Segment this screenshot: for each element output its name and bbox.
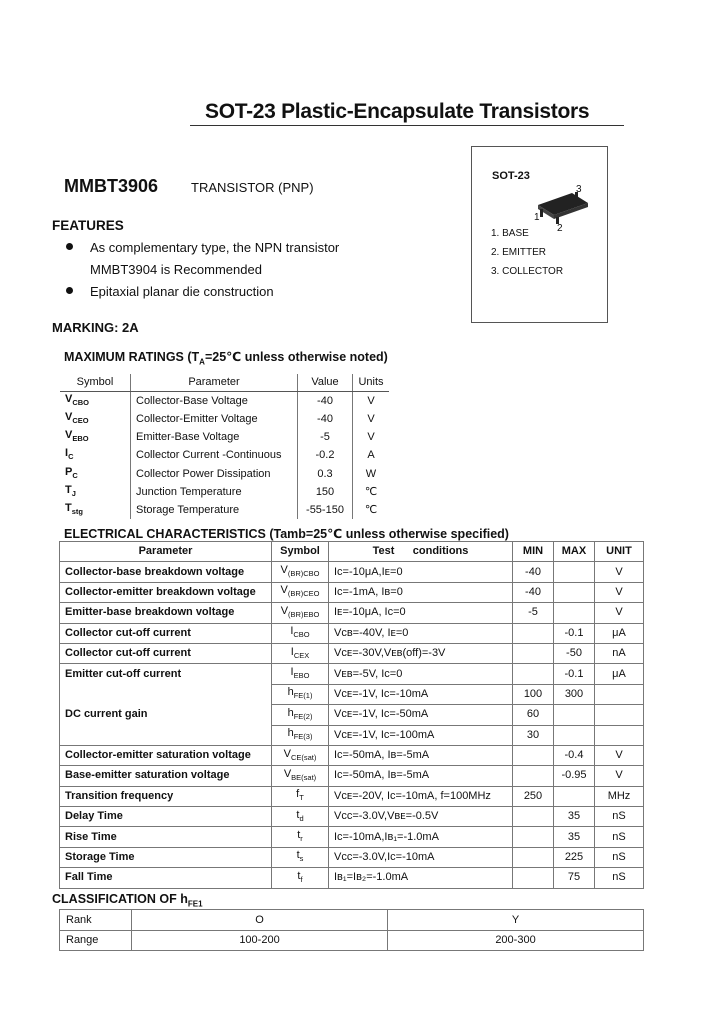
symbol-subscript: T: [299, 793, 304, 803]
symbol-cell: [272, 745, 329, 765]
unit-cell: W: [365, 467, 377, 480]
symbol-subscript: C: [72, 470, 78, 480]
bullet-icon: [66, 287, 73, 294]
parameter-cell: [60, 725, 272, 745]
pin-number-2: 2: [557, 223, 563, 234]
bullet-icon: [66, 243, 73, 250]
symbol-cell: [272, 623, 329, 643]
unit-cell: nS: [595, 847, 644, 867]
title-underline: [190, 125, 624, 126]
table-row: [60, 446, 389, 464]
table-row: [60, 562, 644, 582]
column-header: Parameter: [131, 374, 298, 391]
sot23-package-icon: [528, 183, 598, 231]
conditions-cell: Iᴄ=-50mA, Iʙ=-5mA: [329, 745, 513, 765]
symbol-subscript: CE(sat): [290, 752, 317, 762]
value-cell: -40: [298, 391, 353, 410]
symbol-cell: [272, 827, 329, 847]
table-row: [60, 664, 644, 684]
min-cell: -40: [513, 582, 554, 602]
symbol-cell: [272, 705, 329, 725]
max-cell: [554, 786, 595, 806]
symbol-subscript: f: [300, 875, 303, 885]
table-row: [60, 684, 644, 704]
symbol-subscript: EBO: [293, 671, 310, 681]
value-cell: 150: [298, 483, 353, 501]
max-cell: [554, 725, 595, 745]
min-cell: 60: [513, 705, 554, 725]
unit-cell: nA: [595, 643, 644, 663]
electrical-table: [59, 541, 644, 889]
unit-cell: nS: [595, 827, 644, 847]
value-cell: -40: [298, 410, 353, 428]
symbol-subscript: (BR)EBO: [288, 609, 320, 619]
conditions-cell: Vᴇʙ=-5V, Iᴄ=0: [329, 664, 513, 684]
symbol-cell: [272, 603, 329, 623]
electrical-heading: ELECTRICAL CHARACTERISTICS (Tamb=25℃ unless otherwise specified): [64, 527, 509, 541]
table-row: [60, 643, 644, 663]
feature-1-line2: MMBT3904 is Recommended: [90, 262, 262, 277]
parameter-cell: Collector-Base Voltage: [131, 391, 298, 410]
symbol-letter: h: [287, 706, 294, 719]
symbol-letter: t: [297, 829, 301, 842]
rank-cell: Y: [388, 910, 644, 931]
max-cell: -0.1: [554, 623, 595, 643]
symbol-cell: [272, 786, 329, 806]
parameter-cell: Storage Temperature: [131, 501, 298, 519]
min-cell: 250: [513, 786, 554, 806]
symbol-letter: I: [290, 665, 294, 678]
symbol-cell: [272, 766, 329, 786]
parameter-cell: Collector-Emitter Voltage: [131, 410, 298, 428]
pin-label-collector: 3. COLLECTOR: [491, 266, 564, 277]
parameter-cell: DC current gain: [60, 705, 272, 725]
part-type: TRANSISTOR (PNP): [191, 180, 314, 195]
table-row: [60, 868, 644, 888]
feature-1-line1: As complementary type, the NPN transistor: [90, 240, 340, 255]
symbol-cell: [60, 391, 131, 410]
table-row: [60, 582, 644, 602]
unit-cell: V: [595, 603, 644, 623]
pin-label-emitter: 2. EMITTER: [491, 247, 547, 258]
min-cell: -5: [513, 603, 554, 623]
table-row: [60, 623, 644, 643]
max-ratings-table: [60, 374, 389, 519]
table-row: [60, 930, 644, 951]
symbol-letter: V: [65, 429, 73, 442]
document-title: SOT-23 Plastic-Encapsulate Transistors: [205, 100, 590, 123]
parameter-cell: Collector-base breakdown voltage: [60, 562, 272, 582]
pin-label-base: 1. BASE: [491, 228, 529, 239]
parameter-cell: Junction Temperature: [131, 483, 298, 501]
parameter-cell: Emitter cut-off current: [60, 664, 272, 684]
feature-2-line1: Epitaxial planar die construction: [90, 284, 274, 299]
max-cell: -0.1: [554, 664, 595, 684]
unit-cell: [595, 725, 644, 745]
marking-code: MARKING: 2A: [52, 320, 139, 335]
symbol-letter: V: [283, 747, 291, 760]
features-heading: FEATURES: [52, 218, 124, 233]
min-cell: [513, 827, 554, 847]
symbol-subscript: s: [299, 854, 304, 864]
symbol-letter: I: [290, 645, 294, 658]
unit-cell: MHz: [595, 786, 644, 806]
unit-cell: A: [367, 449, 375, 462]
conditions-cell: Iᴄ=-10μA,Iᴇ=0: [329, 562, 513, 582]
max-cell: 35: [554, 807, 595, 827]
column-header: Symbol: [60, 374, 131, 391]
max-cell: [554, 705, 595, 725]
symbol-cell: [272, 562, 329, 582]
symbol-subscript: d: [299, 813, 304, 823]
symbol-letter: I: [290, 625, 294, 638]
max-cell: 75: [554, 868, 595, 888]
table-row: [60, 766, 644, 786]
table-row: [60, 410, 389, 428]
symbol-subscript: stg: [71, 507, 83, 517]
range-cell: 100-200: [132, 930, 388, 951]
table-row: [60, 391, 389, 410]
min-cell: [513, 807, 554, 827]
symbol-cell: [272, 847, 329, 867]
symbol-subscript: CBO: [293, 630, 310, 640]
unit-cell: nS: [595, 868, 644, 888]
unit-cell: V: [595, 745, 644, 765]
max-cell: [554, 582, 595, 602]
symbol-subscript: FE(2): [293, 711, 313, 721]
column-header: Symbol: [272, 542, 329, 562]
symbol-letter: V: [283, 767, 292, 780]
symbol-letter: P: [65, 465, 73, 478]
table-row: [60, 786, 644, 806]
symbol-letter: V: [280, 563, 288, 576]
conditions-cell: Vᴄᴇ=-30V,Vᴇʙ(off)=-3V: [329, 643, 513, 663]
range-cell: 200-300: [388, 930, 644, 951]
symbol-cell: [272, 868, 329, 888]
symbol-subscript: CEX: [293, 650, 310, 660]
symbol-subscript: J: [71, 488, 76, 498]
min-cell: [513, 664, 554, 684]
symbol-subscript: FE(1): [293, 691, 313, 701]
unit-cell: [595, 705, 644, 725]
parameter-cell: Collector Power Dissipation: [131, 465, 298, 483]
table-header-row: [60, 542, 644, 562]
symbol-cell: [60, 501, 131, 519]
column-header: Parameter: [60, 542, 272, 562]
value-cell: -0.2: [298, 446, 353, 464]
max-cell: -0.95: [554, 766, 595, 786]
parameter-cell: Base-emitter saturation voltage: [60, 766, 272, 786]
symbol-cell: [60, 410, 131, 428]
unit-cell: ℃: [364, 485, 378, 498]
parameter-cell: Rise Time: [60, 827, 272, 847]
parameter-cell: Emitter-base breakdown voltage: [60, 603, 272, 623]
classification-heading: CLASSIFICATION OF $h_{FE1}$: [52, 892, 203, 909]
pin-number-1: 1: [534, 212, 540, 223]
unit-cell: V: [595, 766, 644, 786]
max-cell: 35: [554, 827, 595, 847]
rank-cell: O: [132, 910, 388, 931]
unit-cell: V: [367, 431, 375, 444]
unit-cell: ℃: [364, 504, 378, 517]
unit-cell: V: [367, 413, 375, 426]
conditions-cell: Vᴄᴇ=-20V, Iᴄ=-10mA, f=100MHz: [329, 786, 513, 806]
symbol-letter: V: [280, 584, 288, 597]
symbol-letter: f: [296, 788, 300, 801]
classification-table: [59, 909, 644, 951]
conditions-cell: Vᴄᴄ=-3.0V,Iᴄ=-10mA: [329, 847, 513, 867]
max-ratings-heading: MAXIMUM RATINGS ($T_A=25℃$ unless otherwise noted): [64, 350, 388, 367]
conditions-cell: Iᴇ=-10μA, Iᴄ=0: [329, 603, 513, 623]
symbol-cell: [272, 582, 329, 602]
unit-cell: V: [595, 562, 644, 582]
symbol-subscript: EBO: [72, 434, 89, 444]
symbol-cell: [272, 684, 329, 704]
min-cell: [513, 847, 554, 867]
min-cell: 30: [513, 725, 554, 745]
column-header: MIN: [513, 542, 554, 562]
min-cell: [513, 868, 554, 888]
symbol-subscript: (BR)CBO: [287, 569, 320, 579]
table-row: [60, 745, 644, 765]
symbol-subscript: C: [68, 452, 74, 462]
value-cell: 0.3: [298, 465, 353, 483]
symbol-subscript: CBO: [72, 397, 90, 407]
max-cell: -50: [554, 643, 595, 663]
table-row: [60, 827, 644, 847]
unit-cell: V: [595, 582, 644, 602]
max-cell: -0.4: [554, 745, 595, 765]
conditions-cell: Vᴄᴇ=-1V, Iᴄ=-10mA: [329, 684, 513, 704]
parameter-cell: Collector Current -Continuous: [131, 446, 298, 464]
table-row: [60, 725, 644, 745]
conditions-cell: Iᴄ=-10mA,Iʙ₁=-1.0mA: [329, 827, 513, 847]
symbol-subscript: r: [300, 834, 303, 844]
parameter-cell: Storage Time: [60, 847, 272, 867]
unit-cell: nS: [595, 807, 644, 827]
symbol-cell: [60, 446, 131, 464]
table-row: [60, 428, 389, 446]
symbol-letter: t: [297, 869, 301, 882]
table-row: [60, 483, 389, 501]
parameter-cell: Fall Time: [60, 868, 272, 888]
max-cell: [554, 562, 595, 582]
symbol-cell: [272, 807, 329, 827]
table-row: [60, 807, 644, 827]
column-header: MAX: [554, 542, 595, 562]
unit-cell: V: [367, 394, 375, 407]
min-cell: 100: [513, 684, 554, 704]
table-row: [60, 603, 644, 623]
parameter-cell: [60, 684, 272, 704]
conditions-cell: Vᴄᴇ=-1V, Iᴄ=-50mA: [329, 705, 513, 725]
symbol-cell: [272, 664, 329, 684]
unit-cell: [595, 684, 644, 704]
parameter-cell: Collector cut-off current: [60, 643, 272, 663]
conditions-cell: Vᴄʙ=-40V, Iᴇ=0: [329, 623, 513, 643]
conditions-cell: Iᴄ=-50mA, Iʙ=-5mA: [329, 766, 513, 786]
symbol-letter: T: [65, 483, 72, 496]
parameter-cell: Emitter-Base Voltage: [131, 428, 298, 446]
parameter-cell: Collector cut-off current: [60, 623, 272, 643]
symbol-letter: h: [287, 686, 294, 699]
min-cell: -40: [513, 562, 554, 582]
symbol-cell: [60, 428, 131, 446]
unit-cell: μA: [595, 664, 644, 684]
package-name: SOT-23: [492, 170, 530, 182]
symbol-letter: V: [280, 604, 289, 617]
conditions-cell: Vᴄᴇ=-1V, Iᴄ=-100mA: [329, 725, 513, 745]
symbol-cell: [60, 483, 131, 501]
symbol-letter: t: [296, 808, 300, 821]
table-header-row: [60, 374, 389, 391]
value-cell: -5: [298, 428, 353, 446]
min-cell: [513, 766, 554, 786]
table-row: [60, 501, 389, 519]
conditions-cell: Iᴄ=-1mA, Iʙ=0: [329, 582, 513, 602]
symbol-letter: V: [65, 392, 73, 405]
value-cell: -55-150: [298, 501, 353, 519]
parameter-cell: Collector-emitter breakdown voltage: [60, 582, 272, 602]
max-cell: 225: [554, 847, 595, 867]
electrical-body: [60, 562, 644, 888]
pin-number-3: 3: [576, 184, 582, 195]
symbol-cell: [272, 725, 329, 745]
symbol-subscript: FE(3): [293, 732, 313, 742]
part-number: MMBT3906: [64, 176, 159, 196]
max-cell: [554, 603, 595, 623]
symbol-letter: T: [65, 501, 72, 514]
symbol-subscript: CEO: [72, 416, 89, 426]
parameter-cell: Collector-emitter saturation voltage: [60, 745, 272, 765]
symbol-letter: t: [296, 849, 300, 862]
symbol-letter: h: [287, 727, 294, 740]
parameter-cell: Transition frequency: [60, 786, 272, 806]
range-label: Range: [60, 930, 132, 951]
symbol-subscript: BE(sat): [291, 773, 317, 783]
min-cell: [513, 745, 554, 765]
table-row: [60, 910, 644, 931]
table-row: [60, 847, 644, 867]
table-row: [60, 465, 389, 483]
column-header: UNIT: [595, 542, 644, 562]
column-header: Test conditions: [329, 542, 513, 562]
symbol-subscript: (BR)CEO: [287, 589, 320, 599]
max-ratings-body: [60, 391, 389, 519]
symbol-letter: I: [65, 447, 69, 460]
column-header: Value: [298, 374, 353, 391]
rank-label: Rank: [60, 910, 132, 931]
parameter-cell: Delay Time: [60, 807, 272, 827]
unit-cell: μA: [595, 623, 644, 643]
column-header: Units: [353, 374, 390, 391]
min-cell: [513, 643, 554, 663]
table-row: [60, 705, 644, 725]
symbol-cell: [272, 643, 329, 663]
conditions-cell: Vᴄᴄ=-3.0V,Vʙᴇ=-0.5V: [329, 807, 513, 827]
min-cell: [513, 623, 554, 643]
symbol-letter: V: [65, 410, 73, 423]
max-cell: 300: [554, 684, 595, 704]
symbol-cell: [60, 465, 131, 483]
conditions-cell: Iʙ₁=Iʙ₂=-1.0mA: [329, 868, 513, 888]
